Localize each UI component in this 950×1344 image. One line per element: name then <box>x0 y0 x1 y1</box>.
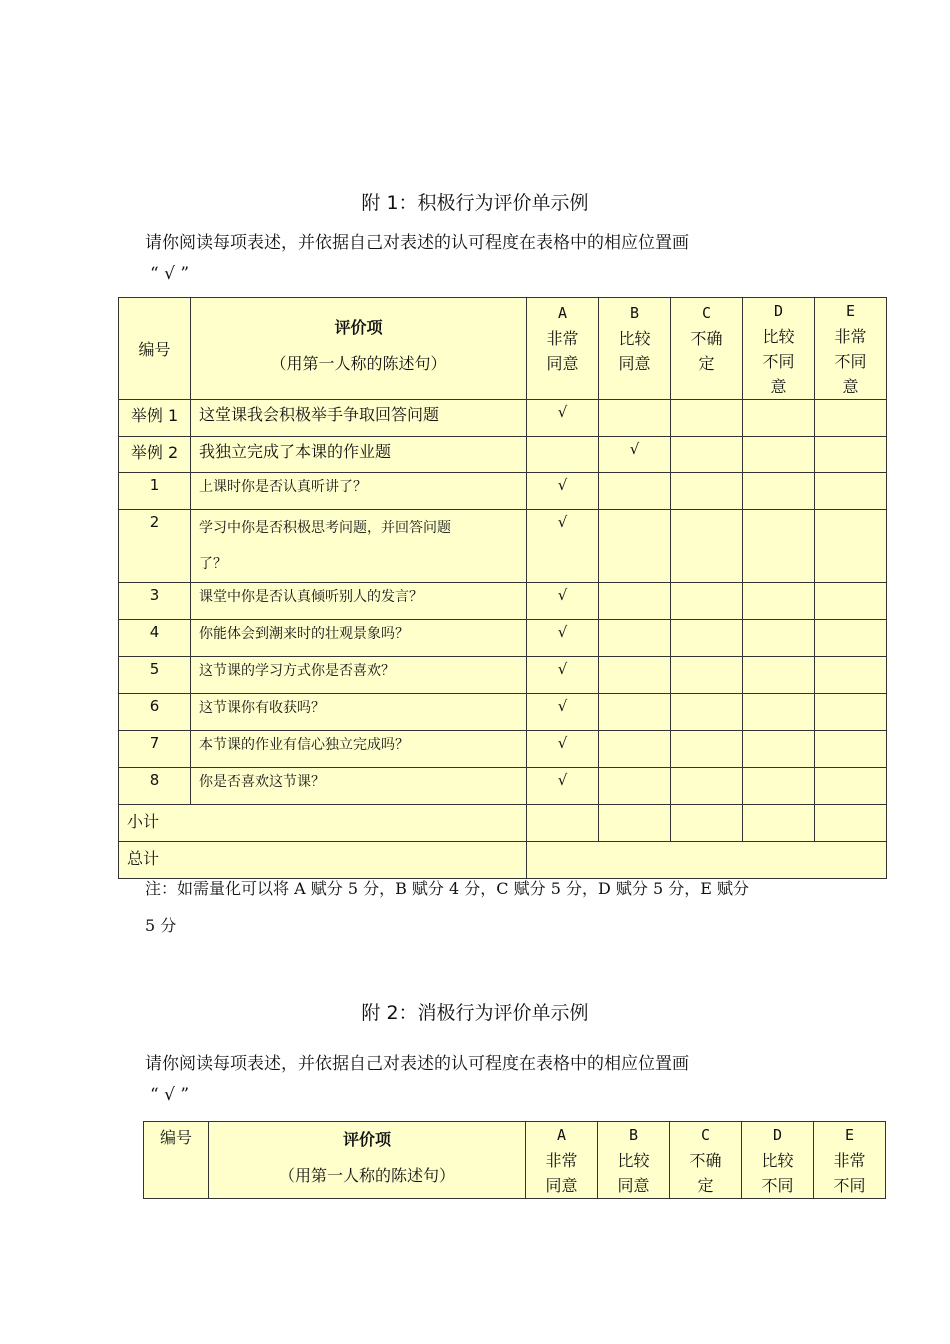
table-row <box>119 657 887 694</box>
cell-d[interactable] <box>743 768 815 805</box>
cell-a[interactable]: √ <box>527 657 599 694</box>
section2-instruction-mark: “ √ ” <box>150 1085 190 1105</box>
negative-behavior-table <box>143 1121 886 1199</box>
section2-title: 附 2：消极行为评价单示例 <box>361 1002 589 1024</box>
option-line: 意 <box>770 377 787 396</box>
cell-d[interactable] <box>743 731 815 768</box>
option-line: 定 <box>697 1176 714 1195</box>
subtotal-label: 小计 <box>119 805 527 842</box>
cell-a[interactable]: √ <box>527 620 599 657</box>
cell-a[interactable]: √ <box>527 768 599 805</box>
section1-title: 附 1：积极行为评价单示例 <box>361 192 589 214</box>
option-line: 比较 <box>761 1151 794 1170</box>
cell-e[interactable] <box>815 400 887 437</box>
table-header-row <box>144 1122 886 1199</box>
row-number: 举例 2 <box>119 437 191 473</box>
cell-e[interactable] <box>815 731 887 768</box>
cell-a[interactable]: √ <box>527 583 599 620</box>
table-row <box>119 694 887 731</box>
option-line: 不同 <box>762 352 795 371</box>
row-number: 4 <box>119 620 191 657</box>
subtotal-d[interactable] <box>743 805 815 842</box>
total-label: 总计 <box>119 842 527 879</box>
cell-d[interactable] <box>743 657 815 694</box>
option-line: 同意 <box>618 354 651 373</box>
option-letter: A <box>556 1126 567 1144</box>
option-line: 不确 <box>689 1151 722 1170</box>
header-option-b <box>599 298 671 400</box>
cell-b[interactable] <box>599 400 671 437</box>
cell-b[interactable]: √ <box>599 437 671 473</box>
header-item-title: 评价项 <box>334 318 383 337</box>
table-row <box>119 583 887 620</box>
cell-c[interactable] <box>671 620 743 657</box>
cell-e[interactable] <box>815 768 887 805</box>
option-line: 不同 <box>833 1176 866 1195</box>
table-row <box>119 768 887 805</box>
option-letter: B <box>629 304 640 322</box>
option-line: 非常 <box>833 1151 866 1170</box>
option-line: 同意 <box>546 354 579 373</box>
option-line: 非常 <box>834 327 867 346</box>
cell-b[interactable] <box>599 731 671 768</box>
cell-d[interactable] <box>743 510 815 583</box>
header-number: 编号 <box>119 298 191 400</box>
row-number: 8 <box>119 768 191 805</box>
header-item <box>191 298 527 400</box>
row-number: 1 <box>119 473 191 510</box>
cell-c[interactable] <box>671 657 743 694</box>
header-option-a <box>527 298 599 400</box>
cell-c[interactable] <box>671 473 743 510</box>
cell-c[interactable] <box>671 400 743 437</box>
section1-note: 注：如需量化可以将 A 赋分 5 分，B 赋分 4 分，C 赋分 5 分，D 赋分 5 分，E 赋分 <box>145 879 749 898</box>
row-text-line: 了？ <box>199 556 227 572</box>
cell-a[interactable]: √ <box>527 731 599 768</box>
cell-d[interactable] <box>743 437 815 473</box>
cell-b[interactable] <box>599 657 671 694</box>
cell-d[interactable] <box>743 583 815 620</box>
table-row <box>119 620 887 657</box>
cell-c[interactable] <box>671 731 743 768</box>
row-text: 这节课的学习方式你是否喜欢？ <box>191 657 527 694</box>
option-line: 非常 <box>545 1151 578 1170</box>
cell-e[interactable] <box>815 620 887 657</box>
cell-c[interactable] <box>671 768 743 805</box>
option-line: 比较 <box>762 327 795 346</box>
row-text <box>191 510 527 583</box>
cell-a[interactable] <box>527 437 599 473</box>
option-line: 比较 <box>617 1151 650 1170</box>
subtotal-row <box>119 805 887 842</box>
cell-c[interactable] <box>671 694 743 731</box>
cell-e[interactable] <box>815 473 887 510</box>
section2-instruction: 请你阅读每项表述，并依据自己对表述的认可程度在表格中的相应位置画 <box>145 1054 689 1074</box>
cell-c[interactable] <box>671 437 743 473</box>
header-number: 编号 <box>144 1122 209 1199</box>
row-number: 6 <box>119 694 191 731</box>
cell-b[interactable] <box>599 620 671 657</box>
cell-a[interactable]: √ <box>527 694 599 731</box>
total-row <box>119 842 887 879</box>
row-number: 7 <box>119 731 191 768</box>
header-item-subtitle: （用第一人称的陈述句） <box>278 1166 455 1185</box>
cell-e[interactable] <box>815 657 887 694</box>
header-option-b <box>598 1122 670 1199</box>
cell-b[interactable] <box>599 694 671 731</box>
row-number: 5 <box>119 657 191 694</box>
cell-d[interactable] <box>743 620 815 657</box>
option-letter: D <box>773 302 784 320</box>
table-row <box>119 473 887 510</box>
row-text: 这节课你有收获吗？ <box>191 694 527 731</box>
cell-a[interactable]: √ <box>527 400 599 437</box>
header-option-e <box>814 1122 886 1199</box>
positive-behavior-table <box>118 297 887 879</box>
header-option-a <box>526 1122 598 1199</box>
header-item <box>209 1122 526 1199</box>
option-line: 不确 <box>690 329 723 348</box>
option-letter: C <box>700 1126 711 1144</box>
header-item-subtitle: （用第一人称的陈述句） <box>270 354 447 373</box>
option-line: 比较 <box>618 329 651 348</box>
option-line: 不同 <box>761 1176 794 1195</box>
cell-d[interactable] <box>743 694 815 731</box>
header-option-c <box>670 1122 742 1199</box>
cell-d[interactable] <box>743 400 815 437</box>
subtotal-c[interactable] <box>671 805 743 842</box>
row-number: 举例 1 <box>119 400 191 437</box>
row-number: 2 <box>119 510 191 583</box>
section1-instruction: 请你阅读每项表述，并依据自己对表述的认可程度在表格中的相应位置画 <box>145 233 689 253</box>
table-header-row <box>119 298 887 400</box>
cell-d[interactable] <box>743 473 815 510</box>
table-row <box>119 510 887 583</box>
row-text: 本节课的作业有信心独立完成吗？ <box>191 731 527 768</box>
cell-c[interactable] <box>671 583 743 620</box>
option-letter: C <box>701 304 712 322</box>
subtotal-a[interactable] <box>527 805 599 842</box>
cell-b[interactable] <box>599 473 671 510</box>
cell-a[interactable]: √ <box>527 473 599 510</box>
cell-b[interactable] <box>599 768 671 805</box>
option-letter: E <box>845 302 856 320</box>
cell-c[interactable] <box>671 510 743 583</box>
header-option-e <box>815 298 887 400</box>
subtotal-b[interactable] <box>599 805 671 842</box>
total-value[interactable] <box>527 842 887 879</box>
row-text: 课堂中你是否认真倾听别人的发言？ <box>191 583 527 620</box>
table-row <box>119 731 887 768</box>
option-letter: D <box>772 1126 783 1144</box>
cell-e[interactable] <box>815 510 887 583</box>
row-text: 你能体会到潮来时的壮观景象吗？ <box>191 620 527 657</box>
header-option-d <box>742 1122 814 1199</box>
option-line: 非常 <box>546 329 579 348</box>
cell-e[interactable] <box>815 583 887 620</box>
cell-e[interactable] <box>815 694 887 731</box>
option-line: 意 <box>842 377 859 396</box>
table-row <box>119 400 887 437</box>
option-letter: A <box>557 304 568 322</box>
cell-a[interactable]: √ <box>527 510 599 583</box>
option-letter: B <box>628 1126 639 1144</box>
row-text: 你是否喜欢这节课？ <box>191 768 527 805</box>
option-line: 不同 <box>834 352 867 371</box>
cell-b[interactable] <box>599 510 671 583</box>
option-line: 定 <box>698 354 715 373</box>
header-item-title: 评价项 <box>342 1130 391 1149</box>
section1-note-cont: 5 分 <box>145 916 177 935</box>
option-line: 同意 <box>617 1176 650 1195</box>
header-option-c <box>671 298 743 400</box>
section1-instruction-mark: “ √ ” <box>150 264 190 284</box>
option-line: 同意 <box>545 1176 578 1195</box>
cell-e[interactable] <box>815 437 887 473</box>
row-text-line: 学习中你是否积极思考问题，并回答问题 <box>199 520 451 536</box>
cell-b[interactable] <box>599 583 671 620</box>
header-option-d <box>743 298 815 400</box>
row-text: 我独立完成了本课的作业题 <box>191 437 527 473</box>
table-row <box>119 437 887 473</box>
row-number: 3 <box>119 583 191 620</box>
row-text: 这堂课我会积极举手争取回答问题 <box>191 400 527 437</box>
row-text: 上课时你是否认真听讲了？ <box>191 473 527 510</box>
subtotal-e[interactable] <box>815 805 887 842</box>
option-letter: E <box>844 1126 855 1144</box>
